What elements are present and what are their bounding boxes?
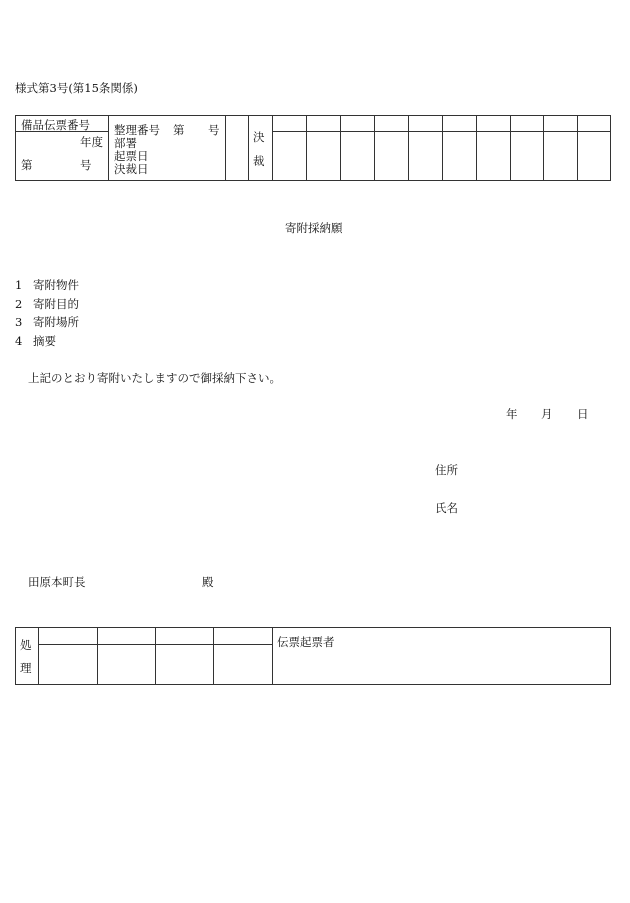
addressee-honorific: 殿	[202, 575, 214, 589]
seiri-number-label: 整理番号	[114, 123, 160, 137]
shori-char-1: 処	[20, 638, 32, 652]
slip-number-label: 備品伝票番号	[21, 118, 90, 132]
fiscal-year-label: 年度	[80, 135, 103, 149]
go-label: 号	[80, 158, 92, 172]
kessai-char-2: 裁	[253, 154, 265, 168]
list-item: 3 寄附場所	[15, 315, 79, 329]
approval-date-label: 決裁日	[114, 162, 149, 176]
date-month-label: 月	[541, 407, 553, 421]
slip-creator-label: 伝票起票者	[277, 635, 335, 649]
addressee-name: 田原本町長	[28, 575, 86, 589]
date-year-label: 年	[506, 407, 518, 421]
seiri-go-label: 号	[208, 123, 220, 137]
department-label: 部署	[114, 136, 137, 150]
seiri-dai-label: 第	[173, 123, 185, 137]
dai-label: 第	[21, 158, 33, 172]
statement-text: 上記のとおり寄附いたしますので御採納下さい。	[28, 371, 281, 385]
form-number-title: 様式第3号(第15条関係)	[15, 81, 138, 95]
date-day-label: 日	[577, 407, 589, 421]
item-list	[15, 276, 79, 350]
name-label: 氏名	[435, 501, 458, 515]
list-item: 4 摘要	[15, 333, 56, 348]
address-label: 住所	[435, 463, 458, 477]
kessai-char-1: 決	[253, 130, 265, 144]
document-title: 寄附採納願	[285, 221, 343, 235]
issue-date-label: 起票日	[114, 149, 149, 163]
list-item: 1 寄附物件	[15, 278, 79, 292]
list-item: 2 寄附目的	[15, 296, 79, 311]
shori-char-2: 理	[20, 661, 32, 675]
